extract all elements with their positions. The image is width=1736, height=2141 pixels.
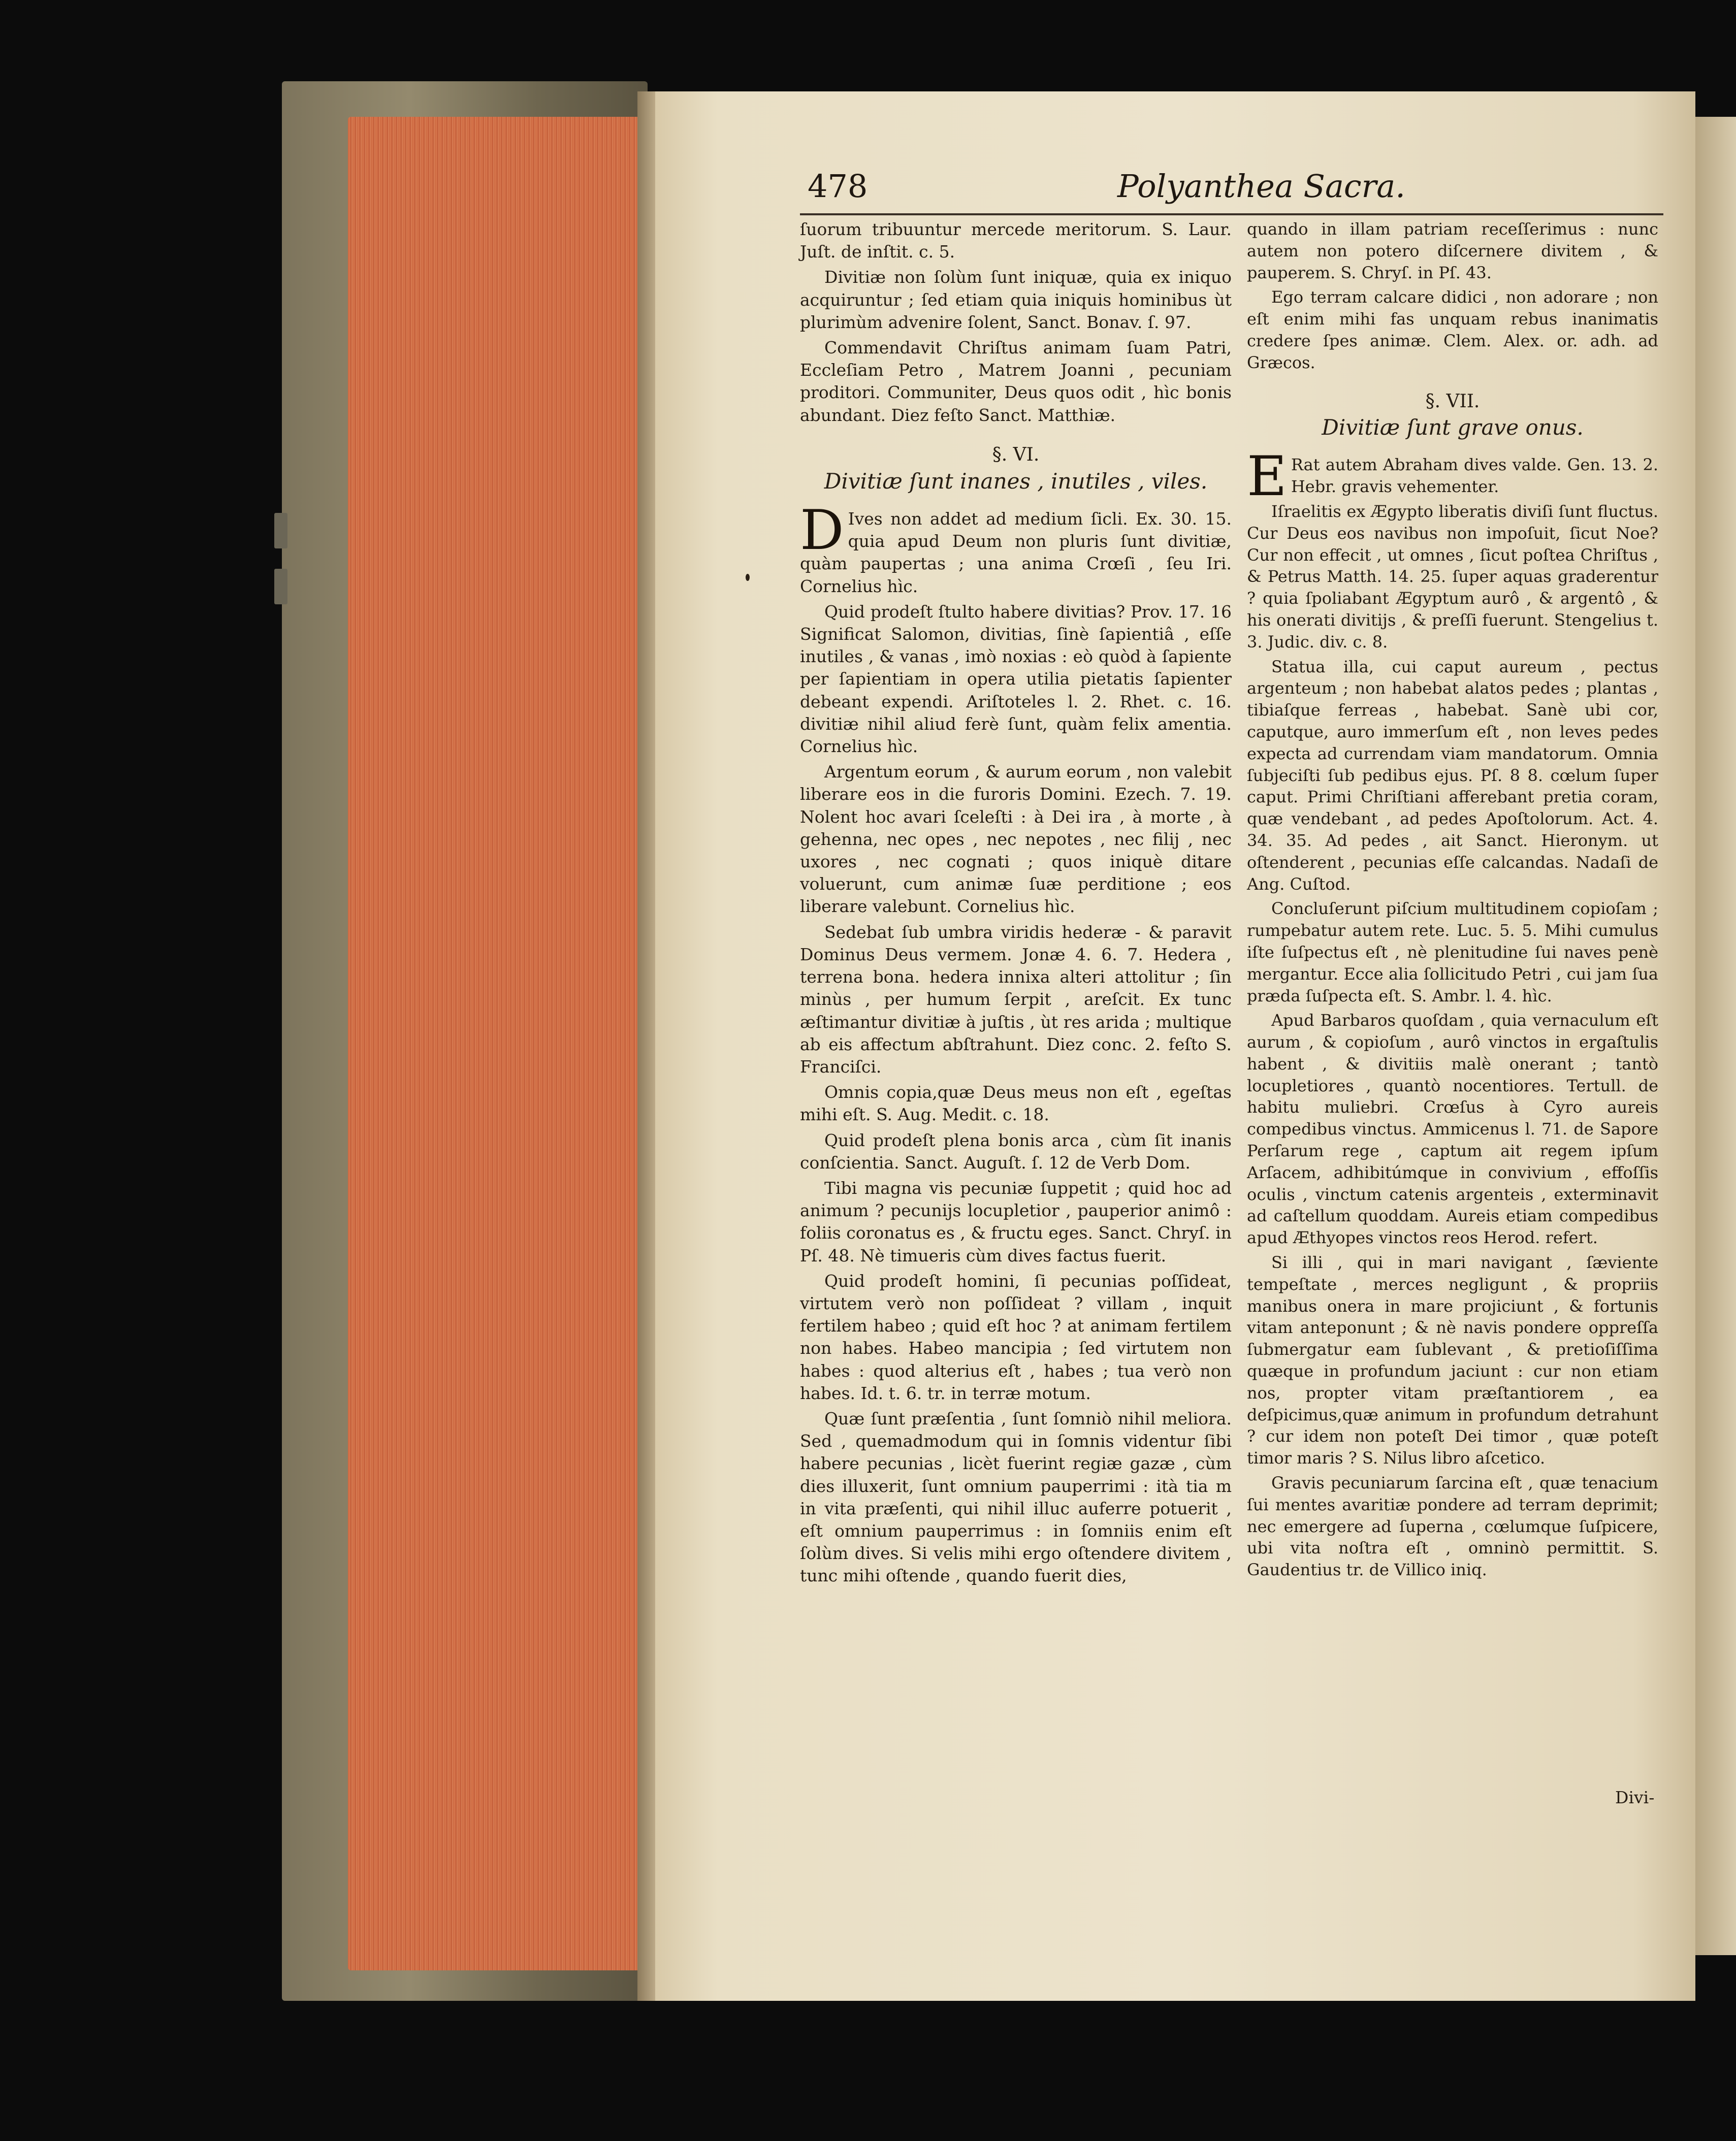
drop-cap: E (1247, 445, 1287, 509)
page-number: 478 (808, 168, 868, 205)
paragraph: Quid prodeſt homini, ſi pecunias poſſideat, virtutem verò non poſſideat ? villam , inquit fertilem habeo ; quid eſt hoc ? at animam fertilem non habes. Habeo mancipia ; ſed virtutem non habes : quod alterius eſt , habes ; tua verò non habes. Id. t. 6. tr. in terræ motum. (800, 1271, 1232, 1403)
paragraph: Argentum eorum , & aurum eorum , non valebit liberare eos in die furoris Domini. Ezech. 7. 19. Nolent hoc avari ſceleſti : à Dei ira , à morte , à gehenna, nec opes , nec nepotes , nec filij , nec uxores , nec cognati ; quos iniquè ditare voluerunt, cum animæ ſuæ perditione ; eos liberare valebunt. Cornelius hìc. (800, 762, 1232, 917)
paragraph: Apud Barbaros quoſdam , quia vernaculum eſt aurum , & copioſum , aurô vinctos in ergaſtulis habent , & divitiis malè onerant ; tantò locupletiores , quantò nocentiores. Tertull. de habitu muliebri. Crœſus à Cyro aureis compedibus vinctus. Ammicenus l. 71. de Sapore Perſarum rege , captum ait regem ipſum Arſacem, adhibitúmque in convivium , effoſſis oculis , vinctum catenis argenteis , exterminavit ad caſtellum quoddam. Aureis etiam compedibus apud Æthyopes vinctos reos Herod. refert. (1247, 1011, 1658, 1248)
fore-edge-red (348, 117, 640, 1970)
ink-spot (746, 574, 750, 581)
paragraph: Quæ ſunt præſentia , ſunt ſomniò nihil meliora. Sed , quemadmodum qui in ſomnis videntur ſibi habere pecunias , licèt fuerint regiæ gazæ , cùm dies illuxerit, ſunt omnium pauperrimi : ità tia m in vita præſenti, qui nihil illuc auferre potuerit , eſt omnium pauperrimus : in ſomniis enim eſt ſolùm dives. Si velis mihi ergo oſtendere divitem , tunc mihi oſtende , quando fuerit dies, (800, 1408, 1232, 1586)
paragraph: Statua illa, cui caput aureum , pectus argenteum ; non habebat alatos pedes ; plantas , tibiaſque ferreas , habebat. Sanè ubi cor, caputque, auro immerſum eſt , non leves pedes expecta ad currendam viam mandatorum. Omnia ſubjeciſti ſub pedibus ejus. Pſ. 8 8. cœlum ſuper caput. Primi Chriſtiani afferebant pretia coram, quæ vendebant , ad pedes Apoſtolorum. Act. 4. 34. 35. Ad pedes , ait Sanct. Hieronym. ut oſtenderent , pecunias eſſe calcandas. Nadaſi de Ang. Cuſtod. (1247, 657, 1658, 894)
right-column (1247, 218, 1658, 1584)
section-title: Divitiæ ſunt grave onus. (1322, 415, 1584, 440)
running-title: Polyanthea Sacra. (1117, 168, 1405, 205)
header-rule (800, 213, 1663, 215)
section-number: §. VII. (1425, 391, 1480, 412)
running-head (808, 168, 1666, 208)
paragraph: Sedebat ſub umbra viridis hederæ - & paravit Dominus Deus vermem. Jonæ 4. 6. 7. Hedera , terrena bona. hedera innixa alteri attolitur ; ſin minùs , per humum ſerpit , areſcit. Ex tunc æſtimantur divitiæ à juſtis , ùt res arida ; multique ab eis affectum abſtrahunt. Diez conc. 2. feſto S. Franciſci. (800, 922, 1232, 1077)
paragraph: Ego terram calcare didici , non adorare ; non eſt enim mihi fas unquam rebus inanimatis credere ſpes animæ. Clem. Alex. or. adh. ad Græcos. (1247, 287, 1658, 372)
left-column (800, 218, 1232, 1591)
paragraph-text: Ives non addet ad medium ſicli. Ex. 30. 15. quia apud Deum non pluris ſunt divitiæ, quàm paupertas ; una anima Crœſi , ſeu Iri. Cornelius hìc. (800, 509, 1232, 596)
catchword: Divi- (1615, 1788, 1655, 1807)
paragraph-text: Rat autem Abraham dives valde. Gen. 13. 2. Hebr. gravis vehementer. (1291, 455, 1658, 497)
paragraph-with-dropcap (1247, 445, 1658, 509)
paragraph: Gravis pecuniarum ſarcina eſt , quæ tenacium ſui mentes avaritiæ pondere ad terram deprimit; nec emergere ad ſuperna , cœlumque ſuſpicere, ubi vita noſtra eſt , omninò permittit. S. Gaudentius tr. de Villico iniq. (1247, 1473, 1658, 1580)
paragraph: Quid prodeſt plena bonis arca , cùm ſit inanis conſcientia. Sanct. Auguſt. ſ. 12 de Verb Dom. (800, 1130, 1232, 1173)
paragraph: Divitiæ non ſolùm ſunt iniquæ, quia ex iniquo acquiruntur ; ſed etiam quia iniquis hominibus ùt plurimùm advenire ſolent, Sanct. Bonav. ſ. 97. (800, 267, 1232, 332)
section-heading (800, 444, 1232, 495)
drop-cap: D (800, 499, 844, 563)
section-title: Divitiæ ſunt inanes , inutiles , viles. (824, 469, 1208, 494)
paragraph: Concluſerunt piſcium multitudinem copioſam ; rumpebatur autem rete. Luc. 5. 5. Mihi cumulus iſte ſuſpectus eſt , nè plenitudine ſui naves penè mergantur. Ecce alia ſollicitudo Petri , cui jam ſua præda ſuſpecta eſt. S. Ambr. l. 4. hìc. (1247, 899, 1658, 1005)
facing-page-edge (1695, 117, 1736, 1955)
paragraph: Tibi magna vis pecuniæ ſuppetit ; quid hoc ad animum ? pecunijs locupletior , pauperior animô : foliis coronatus es , & fructu eges. Sanct. Chryſ. in Pſ. 48. Nè timueris cùm dives factus fuerit. (800, 1178, 1232, 1266)
paragraph: quando in illam patriam receſſerimus : nunc autem non potero diſcernere divitem , & pauperem. S. Chryſ. in Pſ. 43. (1247, 219, 1658, 282)
paragraph: Iſraelitis ex Ægypto liberatis diviſi ſunt fluctus. Cur Deus eos navibus non impoſuit, ſicut Noe? Cur non effecit , ut omnes , ſicut poſtea Chriſtus , & Petrus Matth. 14. 25. ſuper aquas graderentur ? quia ſpoliabant Ægyptum aurô , & argentô , & his onerati divitijs , & preſſi fuerunt. Stengelius t. 3. Judic. div. c. 8. (1247, 501, 1658, 652)
paragraph: Omnis copia,quæ Deus meus non eſt , egeſtas mihi eſt. S. Aug. Medit. c. 18. (800, 1082, 1232, 1125)
section-heading (1247, 391, 1658, 441)
paragraph: Si illi , qui in mari navigant , ſæviente tempeſtate , merces negligunt , & propriis manibus onera in mare projiciunt , & fortunis vitam anteponunt ; & nè navis pondere oppreſſa ſubmergatur eam ſublevant , & pretioſiſſima quæque in profundum jaciunt : cur non etiam nos, propter vitam præſtantiorem , ea deſpicimus,quæ animum in profundum detrahunt ? cur idem non poteſt Dei timor , quæ poteſt timor maris ? S. Nilus libro aſcetico. (1247, 1253, 1658, 1468)
binding-clasp (274, 513, 287, 548)
paragraph-with-dropcap (800, 499, 1232, 598)
paragraph: ſuorum tribuuntur mercede meritorum. S. Laur. Juſt. de inſtit. c. 5. (800, 219, 1232, 262)
section-number: §. VI. (992, 444, 1040, 465)
binding-clasp (274, 569, 287, 604)
paragraph: Quid prodeſt ſtulto habere divitias? Prov. 17. 16 Significat Salomon, divitias, ſinè ſapientiâ , eſſe inutiles , & vanas , imò noxias : eò quòd à ſapiente per ſapientiam in opera utilia pietatis ſapienter debeant expendi. Ariſtoteles l. 2. Rhet. c. 16. divitiæ nihil aliud ferè ſunt, quàm felix amentia. Cornelius hìc. (800, 601, 1232, 757)
paragraph: Commendavit Chriſtus animam ſuam Patri, Eccleſiam Petro , Matrem Joanni , pecuniam proditori. Communiter, Deus quos odit , hìc bonis abundant. Diez feſto Sanct. Matthiæ. (800, 338, 1232, 425)
